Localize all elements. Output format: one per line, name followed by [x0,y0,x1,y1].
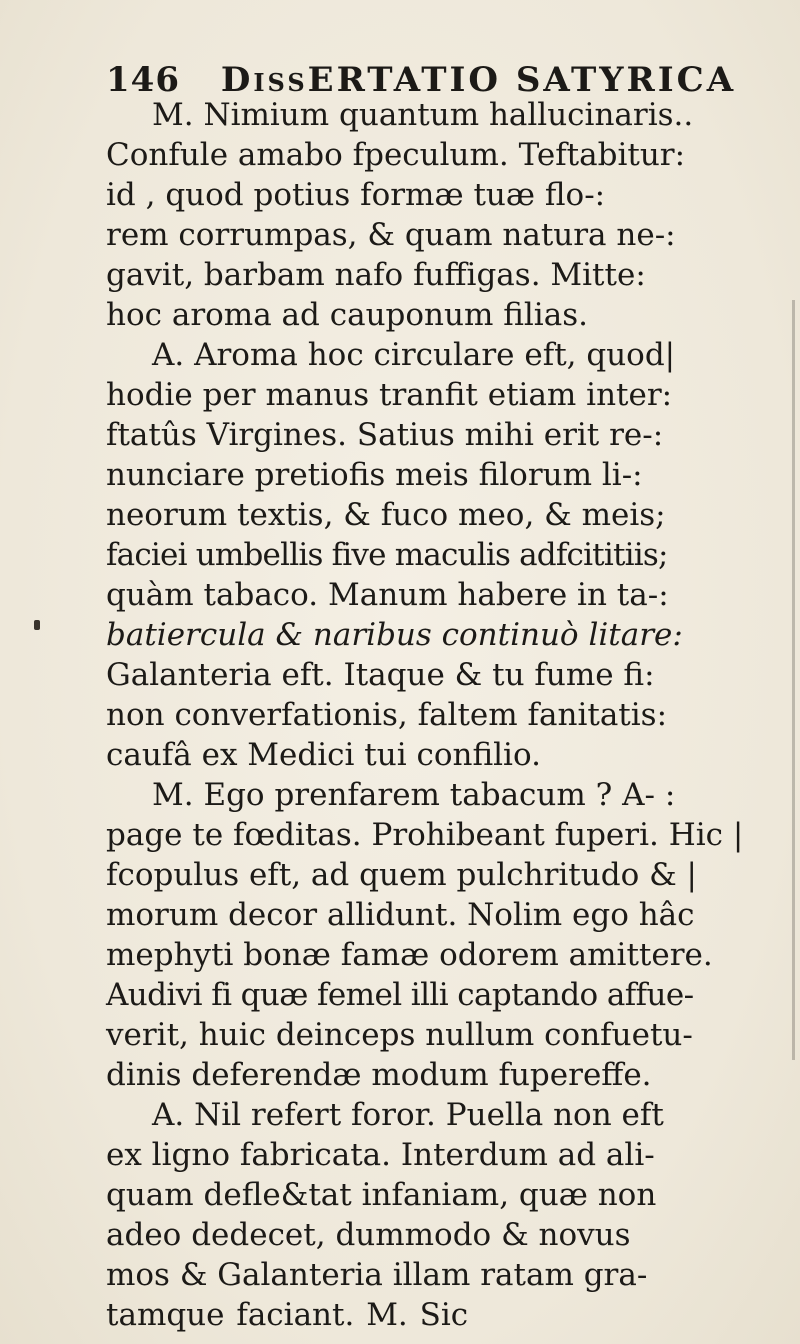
text-line: caufâ ex Medici tui confilio. [106,737,541,773]
text-line: morum decor allidunt. Nolim ego hâc [106,897,695,933]
text-line: neorum textis, & fuco meo, & meis; [106,497,666,533]
text-line: A. Aroma hoc circulare eft, quod| [152,337,676,373]
text-line: adeo dedecet, dummodo & novus [106,1217,631,1253]
text-line: Galanteria eft. Itaque & tu fume fi: [106,657,655,693]
text-line: hoc aroma ad cauponum filias. [106,297,588,333]
text-line: fcopulus eft, ad quem pulchritudo & | [106,857,697,893]
text-line: rem corrumpas, & quam natura ne-: [106,217,676,253]
text-line: id , quod potius formæ tuæ flo-: [106,177,606,213]
text-line: dinis deferendæ modum fupereffe. [106,1057,652,1093]
text-line: mephyti bonæ famæ odorem amittere. [106,937,713,973]
text-line: mos & Galanteria illam ratam gra- [106,1257,648,1293]
running-title: DissERTATIO SATYRICA [220,60,737,100]
text-line: verit, huic deinceps nullum confuetu- [106,1017,693,1053]
text-line: faciei umbellis five maculis adfcititiis; [106,537,668,573]
text-line: M. Ego prenfarem tabacum ? A- : [152,777,676,813]
text-line: Audivi fi quæ femel illi captando affue- [106,977,694,1013]
gutter-shadow [792,300,795,1060]
text-line: non converfationis, faltem fanitatis: [106,697,668,733]
text-line: ex ligno fabricata. Interdum ad ali- [106,1137,655,1173]
text-line: A. Nil refert foror. Puella non eft [152,1097,664,1133]
running-header [106,60,736,100]
text-line: gavit, barbam nafo fuffigas. Mitte: [106,257,646,293]
page-speck [34,620,40,630]
text-line: hodie per manus tranfit etiam inter: [106,377,673,413]
text-line: page te fœditas. Prohibeant fuperi. Hic | [106,817,744,853]
text-line: ftatûs Virgines. Satius mihi erit re-: [106,417,664,453]
text-line: quàm tabaco. Manum habere in ta-: [106,577,669,613]
text-line: M. Nimium quantum hallucinaris.. [152,97,694,133]
page-number: 146 [106,60,180,100]
text-line: Confule amabo fpeculum. Teftabitur: [106,137,686,173]
text-line: quam defle&tat infaniam, quæ non [106,1177,657,1213]
text-line: nunciare pretiofis meis filorum li-: [106,457,643,493]
text-line: batiercula & naribus continuò litare: [106,617,683,653]
text-line: tamque faciant. M. Sic [106,1297,469,1333]
